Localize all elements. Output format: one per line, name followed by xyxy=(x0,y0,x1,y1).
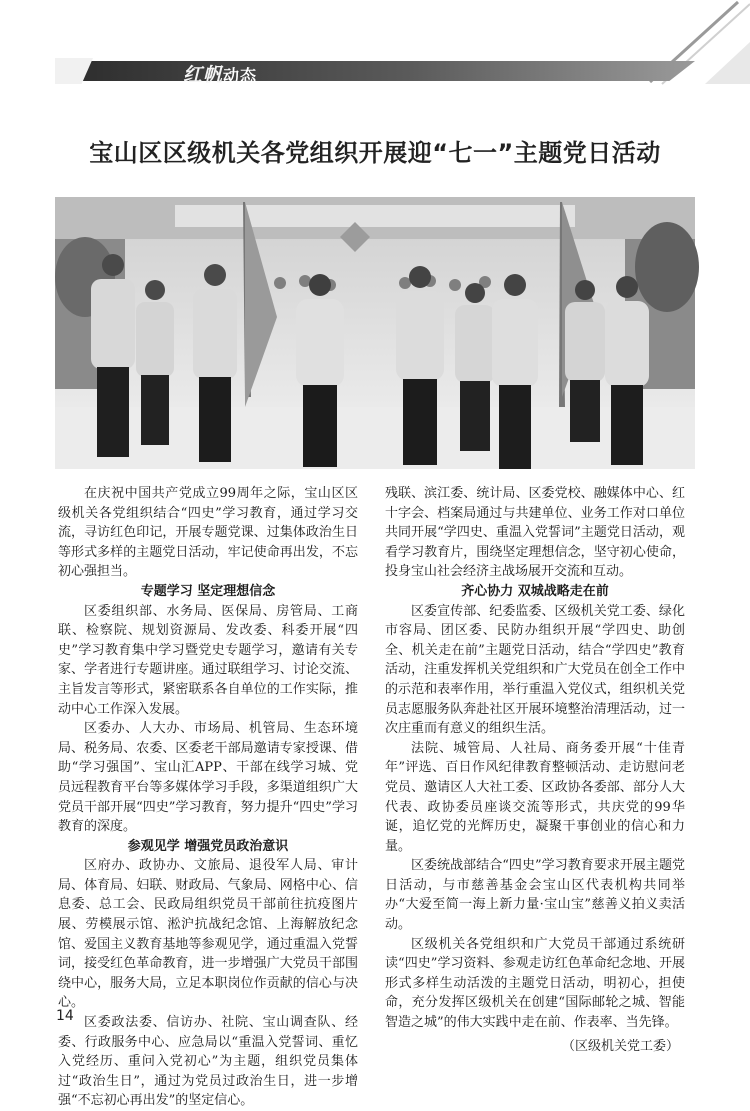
subheading: 齐心协力 双城战略走在前 xyxy=(461,583,609,599)
author-signature: （区级机关党工委） xyxy=(561,1038,679,1054)
article-title: 宝山区区级机关各党组织开展迎“七一”主题党日活动 xyxy=(89,139,661,167)
paragraph: 法院、城管局、人社局、商务委开展“十佳青年”评选、百日作风纪律教育整顿活动、走访慰问老党员、邀请区人大社工委、区政协各委部、部分人大代表、政协委员座谈交流等形式，共庆党的99华诞，追忆党的光辉历史，凝聚干事创业的信心和力量。 xyxy=(385,740,685,854)
group-photo xyxy=(55,197,695,469)
section-title-rest: 动态 xyxy=(223,66,258,85)
page-number: 14 xyxy=(56,1008,74,1024)
subheading: 参观见学 增强党员政治意识 xyxy=(127,838,289,854)
paragraph: 区委政法委、信访办、社院、宝山调查队、经委、行政服务中心、应急局以“重温入党誓词、重忆入党经历、重问入党初心”为主题，组织党员集体过“政治生日”，通过为党员过政治生日，进一步增强“不忘初心再出发”的坚定信心。 xyxy=(58,1015,358,1109)
right-column xyxy=(385,484,685,1056)
paragraph: 区府办、政协办、文旅局、退役军人局、审计局、体育局、妇联、财政局、气象局、网格中心、信息委、总工会、民政局组织党员干部前往抗疫图片展、劳模展示馆、淞沪抗战纪念馆、上海解放纪念馆、爱国主义教育基地等参观见学，通过重温入党誓词，接受红色革命教育，进一步增强广大党员干部围绕中心，服务大局，立足本职岗位作贡献的信心与决心。 xyxy=(58,858,358,1011)
paragraph-continued: 残联、滨江委、统计局、区委党校、融媒体中心、红十字会、档案局通过与共建单位、业务工作对口单位共同开展“学四史、重温入党誓词”主题党日活动，观看学习教育片，围绕坚定理想信念，坚守初心使命，投身宝山社会经济主战场展开交流和互动。 xyxy=(385,486,685,580)
paragraph: 区委办、人大办、市场局、机管局、生态环境局、税务局、农委、区委老干部局邀请专家授课、借助“学习强国”、宝山汇APP、干部在线学习城、党员远程教育平台等多媒体学习手段，多渠道组织广大党员干部开展“四史”学习教育，努力提升“四史”学习教育的深度。 xyxy=(58,721,358,835)
subheading: 专题学习 坚定理想信念 xyxy=(140,583,276,599)
left-column xyxy=(58,484,358,1111)
paragraph: 区委组织部、水务局、医保局、房管局、工商联、检察院、规划资源局、发改委、科委开展“四史”学习教育集中学习暨党史专题学习，邀请有关专家、学者进行专题讲座。通过联组学习、讨论交流、主旨发言等形式，紧密联系各自单位的工作实际，推动中心工作深入发展。 xyxy=(58,603,358,717)
section-title-highlight: 红帆 xyxy=(183,64,224,86)
paragraph: 区级机关各党组织和广大党员干部通过系统研读“四史”学习资料、参观走访红色革命纪念地、开展形式多样生动活泼的主题党日活动，明初心，担使命，充分发挥区级机关在创建“国际邮轮之城、智能智造之城”的伟大实践中走在前、作表率、当先锋。 xyxy=(385,936,685,1031)
paragraph: 在庆祝中国共产党成立99周年之际，宝山区区级机关各党组织结合“四史”学习教育，通过学习交流，寻访红色印记，开展专题党课、过集体政治生日等形式多样的主题党日活动，牢记使命再出发，不忘初心强担当。 xyxy=(58,486,358,580)
paragraph: 区委宣传部、纪委监委、区级机关党工委、绿化市容局、团区委、民防办组织开展“学四史、助创全、机关走在前”主题党日活动，结合“学四史”教育活动，注重发挥机关党组织和广大党员在创全工作中的示范和表率作用，举行重温入党仪式，组织机关党员志愿服务队奔赴社区开展环境整治清理活动，过一次庄重而有意义的组织生活。 xyxy=(385,603,685,737)
group-photo-icon xyxy=(55,197,695,469)
section-header-bar xyxy=(55,61,695,81)
section-title xyxy=(183,60,257,87)
section-header xyxy=(55,58,705,84)
paragraph: 区委统战部结合“四史”学习教育要求开展主题党日活动，与市慈善基金会宝山区代表机构共同举办“大爱至简一海上新力量·宝山宝”慈善义拍义卖活动。 xyxy=(385,858,685,933)
